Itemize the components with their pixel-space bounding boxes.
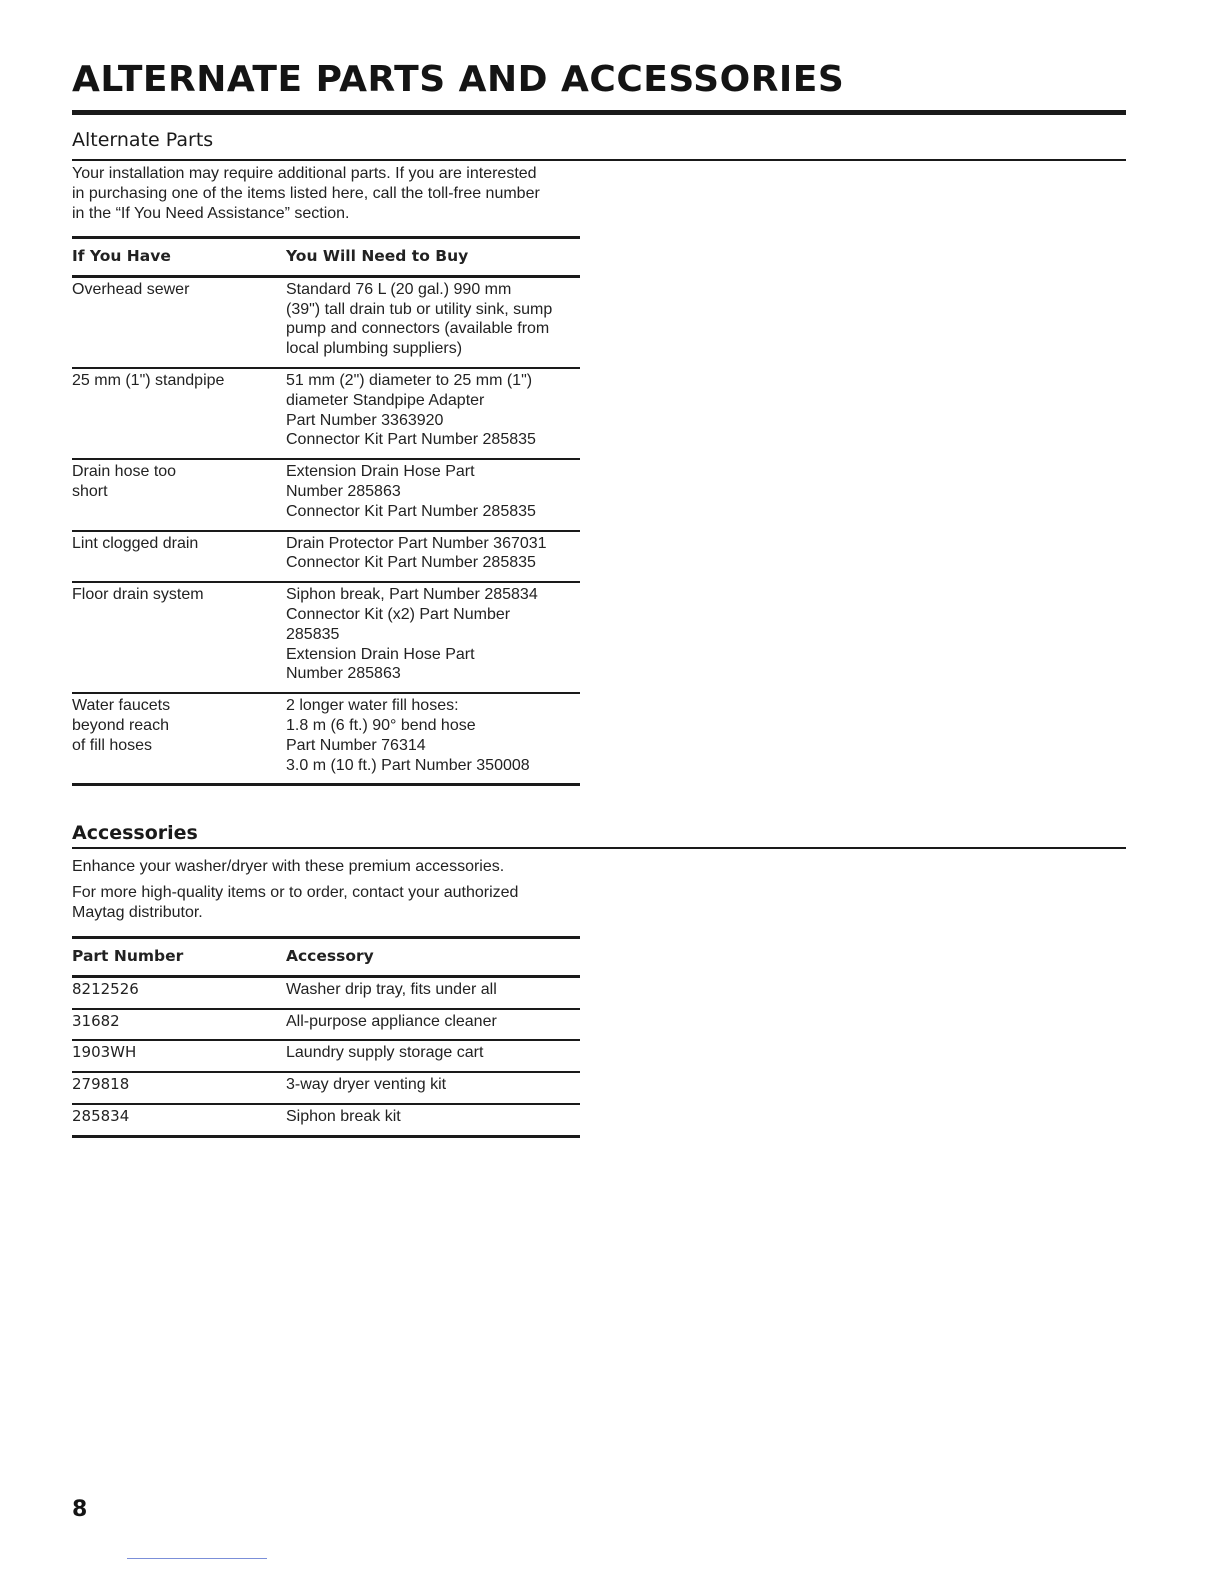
if-you-have-cell: Lint clogged drain	[72, 534, 199, 552]
table-row	[72, 1009, 580, 1041]
alternate-parts-intro: Your installation may require additional parts. If you are interested in purchasing one of the items listed here, call the toll-free number in the “If You Need Assistance” section.	[72, 165, 540, 222]
need-to-buy-cell: 51 mm (2") diameter to 25 mm (1") diameter Standpipe Adapter Part Number 3363920 Connector Kit Part Number 285835	[286, 371, 536, 449]
if-you-have-cell: Overhead sewer	[72, 280, 190, 298]
need-to-buy-cell: Drain Protector Part Number 367031 Connector Kit Part Number 285835	[286, 534, 547, 572]
part-number-cell: 279818	[72, 1075, 130, 1094]
part-number-cell: 31682	[72, 1011, 120, 1030]
accessories-intro-2: For more high-quality items or to order, contact your authorized Maytag distributor.	[72, 884, 519, 921]
column-header-accessory: Accessory	[286, 947, 374, 965]
alternate-parts-table	[72, 236, 580, 786]
alternate-parts-heading: Alternate Parts	[72, 129, 214, 151]
if-you-have-cell: 25 mm (1") standpipe	[72, 371, 225, 389]
accessory-cell: Laundry supply storage cart	[286, 1044, 484, 1062]
accessories-intro-1: Enhance your washer/dryer with these premium accessories.	[72, 858, 505, 875]
if-you-have-cell: Floor drain system	[72, 586, 204, 604]
need-to-buy-cell: Standard 76 L (20 gal.) 990 mm (39") tall drain tub or utility sink, sump pump and connectors (available from local plumbing suppliers)	[286, 280, 553, 358]
accessory-cell: 3-way dryer venting kit	[286, 1076, 447, 1094]
accessories-rule	[72, 847, 1126, 849]
table-row	[72, 1072, 580, 1104]
need-to-buy-cell: Extension Drain Hose Part Number 285863 Connector Kit Part Number 285835	[286, 463, 536, 520]
column-header-you-will-need: You Will Need to Buy	[286, 247, 469, 265]
accessory-cell: Siphon break kit	[286, 1107, 401, 1125]
need-to-buy-cell: Siphon break, Part Number 285834 Connector Kit (x2) Part Number 285835 Extension Drain Hose Part Number 285863	[286, 586, 538, 683]
part-number-cell: 8212526	[72, 979, 139, 998]
table-row	[72, 276, 580, 368]
table-row	[72, 693, 580, 785]
if-you-have-cell: Water faucets beyond reach of fill hoses	[72, 697, 171, 754]
table-row	[72, 976, 580, 1008]
part-number-cell: 285834	[72, 1106, 130, 1125]
table-row	[72, 459, 580, 530]
column-header-if-you-have: If You Have	[72, 247, 171, 265]
table-row	[72, 531, 580, 583]
table-row	[72, 1040, 580, 1072]
need-to-buy-cell: 2 longer water fill hoses: 1.8 m (6 ft.) 90° bend hose Part Number 76314 3.0 m (10 ft.) Part Number 350008	[286, 697, 530, 774]
title-rule	[72, 110, 1126, 115]
table-header-row	[72, 938, 580, 977]
accessories-heading: Accessories	[72, 822, 198, 844]
accessory-cell: Washer drip tray, fits under all	[286, 980, 497, 998]
table-header-row	[72, 238, 580, 277]
footer-line	[127, 1558, 267, 1559]
table-row	[72, 368, 580, 459]
page-number: 8	[72, 1497, 88, 1522]
accessory-cell: All-purpose appliance cleaner	[286, 1012, 497, 1030]
page-title: ALTERNATE PARTS AND ACCESSORIES	[72, 59, 845, 100]
alternate-parts-rule	[72, 159, 1126, 161]
accessories-table	[72, 936, 580, 1138]
if-you-have-cell: Drain hose too short	[72, 463, 177, 500]
column-header-part-number: Part Number	[72, 947, 184, 965]
table-row	[72, 1104, 580, 1136]
table-row	[72, 582, 580, 693]
part-number-cell: 1903WH	[72, 1043, 137, 1062]
